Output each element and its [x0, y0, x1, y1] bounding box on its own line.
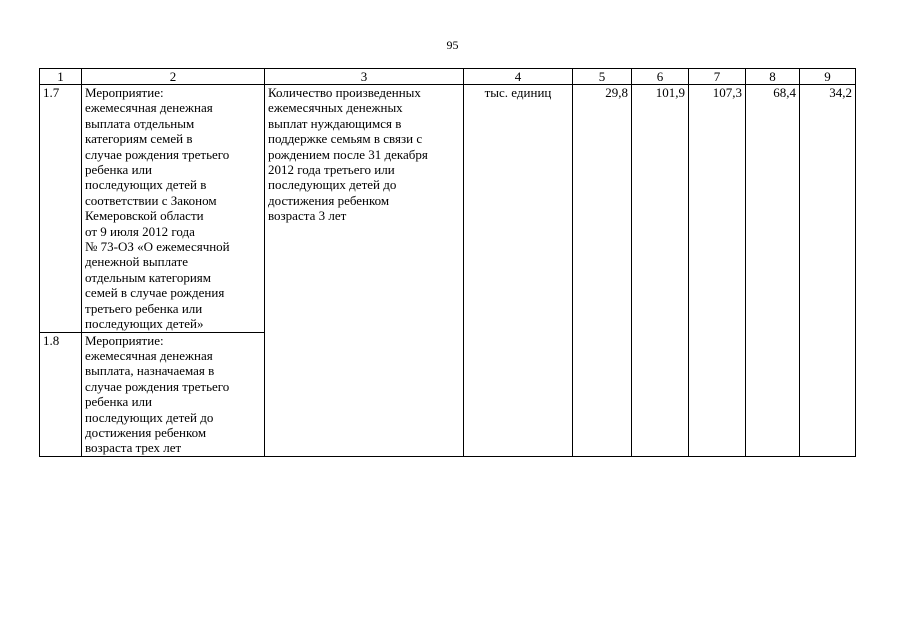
event-line: отдельным категориям: [85, 269, 211, 285]
table-row: [40, 85, 856, 333]
event-line: третьего ребенка или: [85, 300, 203, 316]
row-number: 1.7: [40, 85, 82, 333]
value-col-9: 34,2: [800, 85, 856, 457]
event-line: ребенка или: [85, 162, 152, 178]
event-line: от 9 июля 2012 года: [85, 223, 195, 239]
event-line: выплата отдельным: [85, 115, 195, 131]
header-col-9: 9: [800, 69, 856, 85]
event-line: Мероприятие:: [85, 332, 164, 348]
indicator-line: возраста 3 лет: [268, 208, 347, 224]
event-line: денежной выплате: [85, 254, 188, 270]
header-col-2: 2: [82, 69, 265, 85]
header-col-8: 8: [746, 69, 800, 85]
value-col-6: 101,9: [632, 85, 689, 457]
page-number: 95: [446, 38, 459, 52]
event-description: [82, 332, 265, 456]
value-col-5: 29,8: [573, 85, 632, 457]
event-line: № 73-ОЗ «О ежемесячной: [85, 239, 230, 255]
header-row: [40, 69, 856, 85]
event-line: Мероприятие:: [85, 85, 164, 100]
indicator-line: последующих детей до: [268, 177, 397, 193]
indicator-line: 2012 года третьего или: [268, 162, 395, 178]
indicator-line: рождением после 31 декабря: [268, 146, 428, 162]
event-line: случае рождения третьего: [85, 378, 230, 394]
header-col-4: 4: [464, 69, 573, 85]
event-line: последующих детей»: [85, 316, 204, 332]
event-line: соответствии с Законом: [85, 192, 217, 208]
header-col-3: 3: [265, 69, 464, 85]
row-number: 1.8: [40, 332, 82, 456]
event-line: случае рождения третьего: [85, 146, 230, 162]
indicator-description: [265, 85, 464, 457]
unit-cell: тыс. единиц: [464, 85, 573, 457]
header-col-6: 6: [632, 69, 689, 85]
event-line: последующих детей до: [85, 409, 214, 425]
indicator-line: выплат нуждающимся в: [268, 115, 402, 131]
indicator-line: поддержке семьям в связи с: [268, 131, 423, 147]
header-col-1: 1: [40, 69, 82, 85]
header-col-5: 5: [573, 69, 632, 85]
indicators-table: [39, 68, 856, 457]
indicator-line: достижения ребенком: [268, 192, 390, 208]
event-description: [82, 85, 265, 333]
event-line: достижения ребенком: [85, 424, 207, 440]
header-col-7: 7: [689, 69, 746, 85]
event-line: выплата, назначаемая в: [85, 363, 215, 379]
event-line: категориям семей в: [85, 131, 193, 147]
value-col-8: 68,4: [746, 85, 800, 457]
event-line: ежемесячная денежная: [85, 347, 213, 363]
event-line: семей в случае рождения: [85, 285, 225, 301]
indicator-line: Количество произведенных: [268, 85, 421, 100]
event-line: ребенка или: [85, 394, 152, 410]
event-line: возраста трех лет: [85, 440, 182, 456]
value-col-7: 107,3: [689, 85, 746, 457]
event-line: последующих детей в: [85, 177, 207, 193]
event-line: ежемесячная денежная: [85, 100, 213, 116]
event-line: Кемеровской области: [85, 208, 204, 224]
indicator-line: ежемесячных денежных: [268, 100, 403, 116]
